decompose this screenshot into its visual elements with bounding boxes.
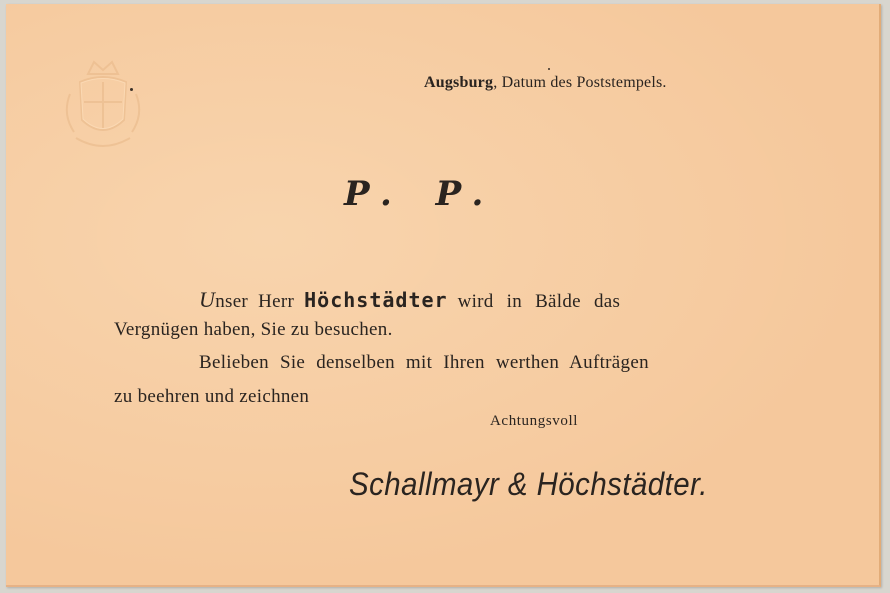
body-line-3: Belieben Sie denselben mit Ihren werthen Aufträgen [199,352,649,373]
body-line-1 [199,287,620,313]
place-date-line [424,74,667,92]
decorative-initial: U [199,287,216,312]
salutation: P. P. [344,174,500,214]
postcard [6,4,881,587]
body-line-1-start: nser Herr [215,291,295,312]
body-line-4: zu beehren und zeichnen [114,386,310,407]
closing: Achtungsvoll [490,413,579,429]
ink-speck [548,68,550,70]
city-name: Augsburg [424,74,494,91]
representative-name: Höchstädter [304,288,448,312]
signature: Schallmayr & Höchstädter. [349,466,708,502]
embossed-coat-of-arms-icon [50,54,156,170]
date-note: , Datum des Poststempels. [493,74,667,91]
body-line-2: Vergnügen haben, Sie zu besuchen. [114,319,393,340]
body-line-1-end: wird in Bälde das [457,291,621,312]
ink-speck [130,88,133,91]
